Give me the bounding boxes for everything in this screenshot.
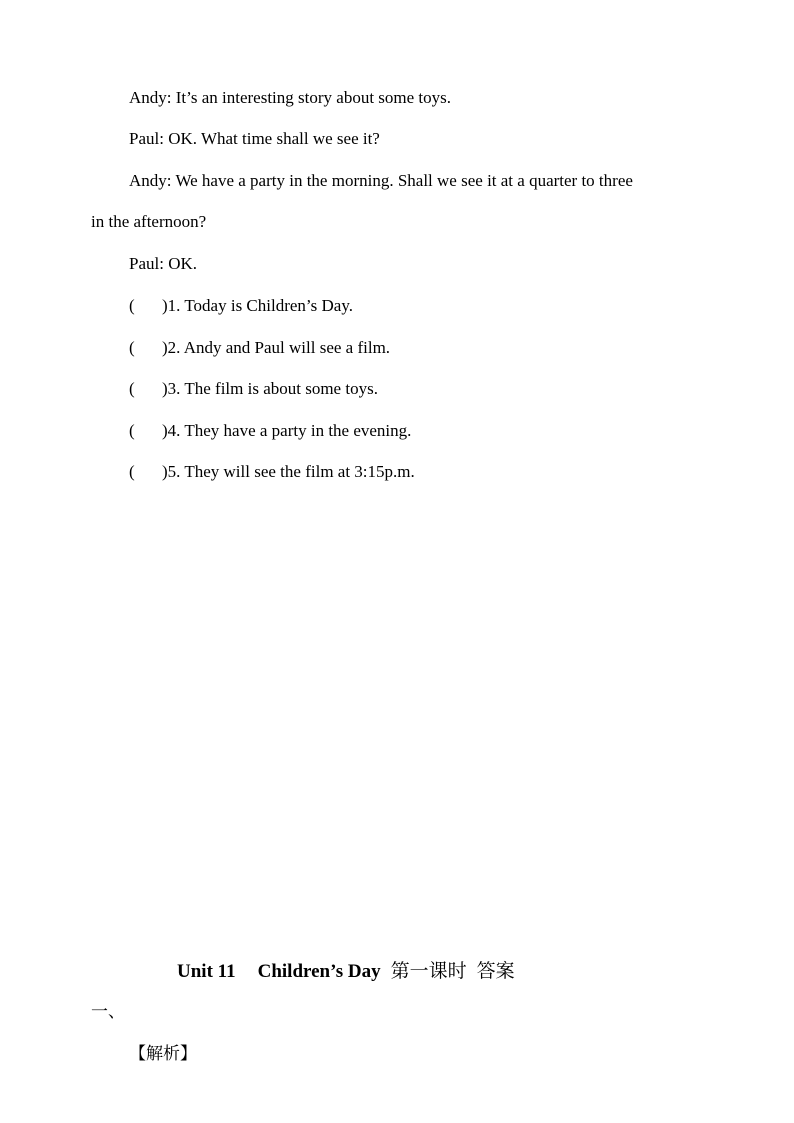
answer-blank: ( [129, 379, 135, 398]
answer-blank: ( [129, 338, 135, 357]
answer-blank: ( [129, 296, 135, 315]
unit-label: Unit 11 [177, 961, 236, 982]
true-false-question [129, 462, 415, 482]
true-false-question [129, 379, 378, 399]
question-text: )2. Andy and Paul will see a film. [162, 338, 391, 357]
answer-section-title [177, 960, 515, 983]
dialogue-line: Paul: OK. What time shall we see it? [129, 129, 380, 148]
true-false-question [129, 296, 353, 316]
question-text: )1. Today is Children’s Day. [162, 296, 353, 315]
unit-name: Children’s Day [257, 961, 381, 982]
answer-label: 答案 [476, 960, 515, 982]
dialogue-line: Andy: We have a party in the morning. Shall we see it at a quarter to three [129, 171, 633, 190]
question-text: )5. They will see the film at 3:15p.m. [162, 462, 415, 481]
dialogue-line: Paul: OK. [129, 254, 197, 273]
lesson-label: 第一课时 [390, 960, 467, 982]
question-text: )4. They have a party in the evening. [162, 421, 412, 440]
dialogue-line: Andy: It’s an interesting story about some toys. [129, 88, 452, 107]
section-marker: 一、 [91, 1002, 125, 1022]
dialogue-line-continuation: in the afternoon? [91, 212, 207, 231]
true-false-question [129, 338, 390, 358]
analysis-label: 【解析】 [129, 1044, 197, 1064]
answer-blank: ( [129, 421, 135, 440]
question-text: )3. The film is about some toys. [162, 379, 378, 398]
true-false-question [129, 421, 411, 441]
answer-blank: ( [129, 462, 135, 481]
